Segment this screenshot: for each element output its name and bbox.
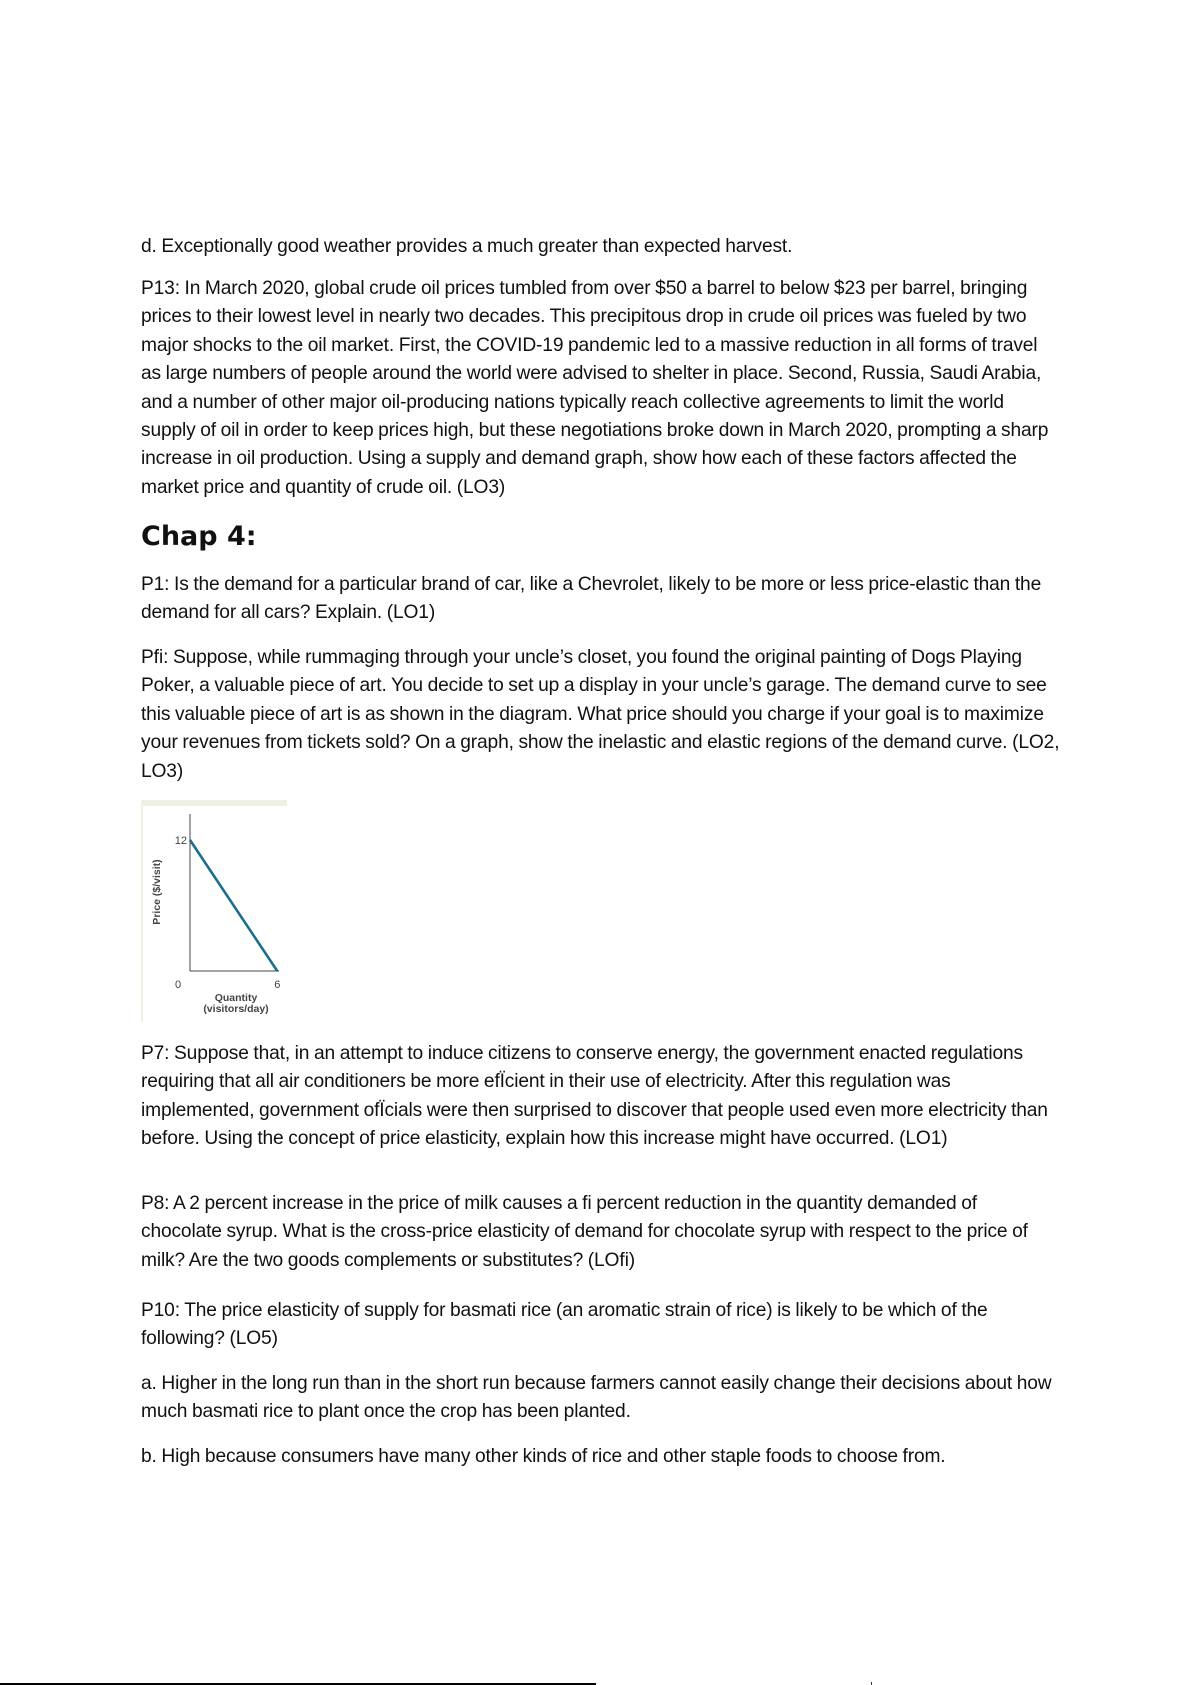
x-axis-label-line2: (visitors/day) xyxy=(203,1003,269,1015)
problem-p5: Pﬁ: Suppose, while rummaging through your uncle’s closet, you found the original painting of Dogs Playing Poker, a valuable piece of art. You decide to set up a display in your uncle’s garage. The demand curve to see this valuable piece of art is as shown in the diagram. What price should you charge if your goal is to maximize your revenues from tickets sold? On a graph, show the inelastic and elastic regions of the demand curve. (LO2, LO3) xyxy=(141,647,1060,782)
demand-curve-chart xyxy=(141,800,287,1022)
demand-curve-figure xyxy=(141,800,287,1022)
problem-p1: P1: Is the demand for a particular brand of car, like a Chevrolet, likely to be more or less price-elastic than the demand for all cars? Explain. (LO1) xyxy=(141,574,1042,624)
problem-p13: P13: In March 2020, global crude oil prices tumbled from over $50 a barrel to below $23 per barrel, bringing prices to their lowest level in nearly two decades. This precipitous drop in crude oil prices was fueled by two major shocks to the oil market. First, the COVID-19 pandemic led to a massive reduction in all forms of travel as large numbers of people around the world were advised to shelter in place. Second, Russia, Saudi Arabia, and a number of other major oil-producing nations typically reach collective agreements to limit the world supply of oil in order to keep prices high, but these negotiations broke down in March 2020, prompting a sharp increase in oil production. Using a supply and demand graph, show how each of these factors affected the market price and quantity of crude oil. (LO3) xyxy=(141,278,1049,498)
p13-option-d: d. Exceptionally good weather provides a much greater than expected harvest. xyxy=(141,236,793,257)
p10-option-b: b. High because consumers have many other kinds of rice and other staple foods to choose from. xyxy=(141,1446,946,1467)
problem-p8: P8: A 2 percent increase in the price of milk causes a ﬁ percent reduction in the quantity demanded of chocolate syrup. What is the cross-price elasticity of demand for chocolate syrup with respect to the price of milk? Are the two goods complements or substitutes? (LOﬁ) xyxy=(141,1193,1028,1271)
chapter-heading: Chap 4: xyxy=(141,521,257,552)
y-tick-label: 12 xyxy=(174,835,187,847)
y-axis-label: Price ($/visit) xyxy=(151,859,163,925)
x-axis-label-line1: Quantity xyxy=(214,992,258,1004)
x-tick-label: 6 xyxy=(274,979,281,991)
problem-p7: P7: Suppose that, in an attempt to induce citizens to conserve energy, the government enacted regulations requiring that all air conditioners be more efÏcient in their use of electricity. After this regulation was implemented, government ofÏcials were then surprised to discover that people used even more electricity than before. Using the concept of price elasticity, explain how this increase might have occurred. (LO1) xyxy=(141,1043,1048,1150)
problem-p10: P10: The price elasticity of supply for basmati rice (an aromatic strain of rice) is likely to be which of the following? (LO5) xyxy=(141,1300,988,1350)
p10-option-a: a. Higher in the long run than in the short run because farmers cannot easily change their decisions about how much basmati rice to plant once the crop has been planted. xyxy=(141,1373,1052,1423)
origin-label: 0 xyxy=(174,979,182,991)
demand-curve-line xyxy=(190,840,277,971)
